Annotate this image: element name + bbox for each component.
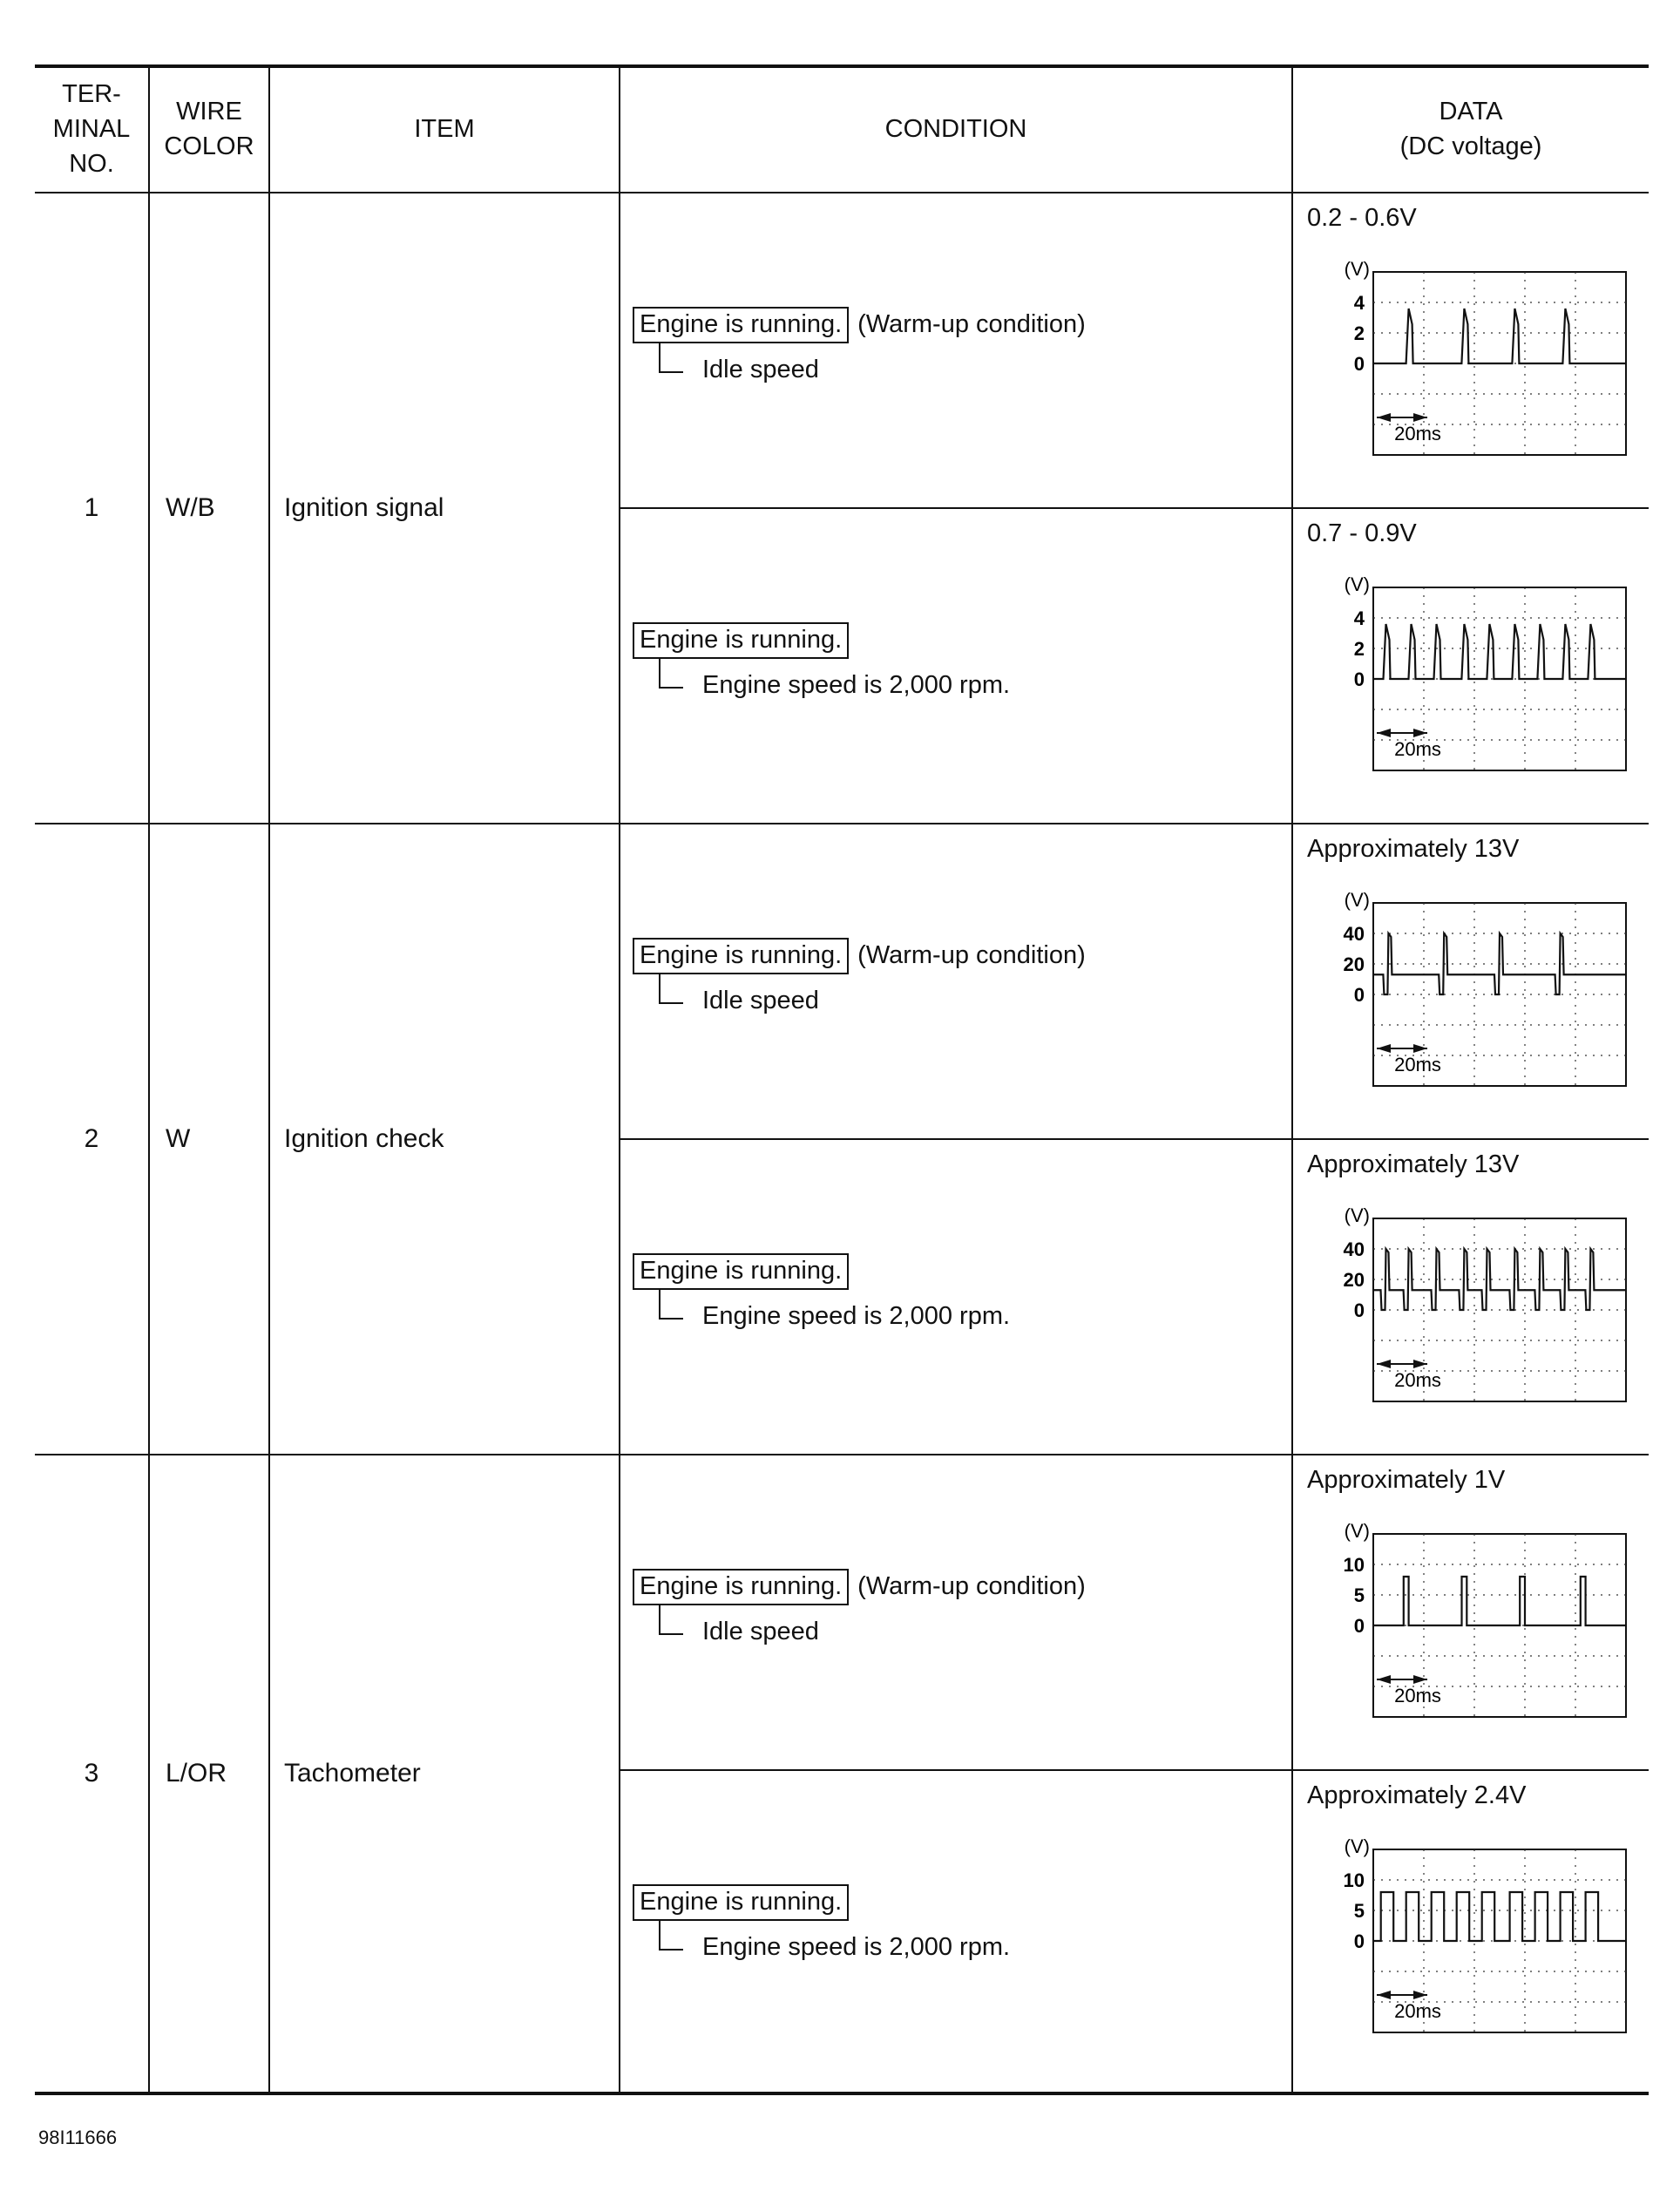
elbow-connector	[659, 973, 683, 1004]
header-condition	[620, 70, 1291, 188]
col-divider-2	[268, 64, 270, 2093]
elbow-connector	[659, 1919, 683, 1951]
time-marker-arrow-right	[1413, 1991, 1427, 1999]
row-1-data-2-scope	[1304, 572, 1635, 785]
condition-note: (Warm-up condition)	[857, 941, 1086, 969]
scope-tick-label: 5	[1353, 1584, 1365, 1606]
header-rule	[35, 192, 1649, 193]
header-terminal-line-1: TER-	[62, 80, 121, 108]
condition-box: Engine is running.	[633, 1884, 849, 1921]
condition-note: (Warm-up condition)	[857, 1572, 1086, 1600]
row-1-data-1-value: 0.2 - 0.6V	[1307, 204, 1417, 232]
condition-box: Engine is running.	[633, 307, 849, 343]
col-divider-3	[619, 64, 620, 2093]
scope-tick-label: 4	[1353, 607, 1365, 629]
header-wire-line-1: WIRE	[176, 98, 242, 126]
condition-box: Engine is running.	[633, 1569, 849, 1605]
header-wire-line-2: COLOR	[164, 132, 254, 160]
scope-tick-label: 0	[1353, 668, 1365, 690]
header-item-label: ITEM	[414, 115, 475, 143]
time-marker-arrow-right	[1413, 413, 1427, 422]
row-3-wire-color: L/OR	[166, 1759, 227, 1788]
time-marker-label: 20ms	[1394, 1054, 1441, 1075]
condition-sub-text: Idle speed	[702, 987, 819, 1014]
scope-tick-label: 40	[1343, 1238, 1365, 1260]
header-data-line-2: (DC voltage)	[1399, 132, 1542, 160]
row-2-wire-color: W	[166, 1124, 191, 1153]
row-2-data-1-scope	[1304, 887, 1635, 1101]
row-1-end-divider	[35, 823, 1649, 824]
col-divider-1	[148, 64, 150, 2093]
scope-trace	[1373, 309, 1626, 363]
row-3-condition-1	[633, 1569, 1086, 1645]
oscilloscope-graph	[1304, 887, 1635, 1096]
condition-sub-text: Engine speed is 2,000 rpm.	[702, 1933, 1011, 1961]
row-3-terminal: 3	[84, 1759, 99, 1788]
time-marker-arrow-right	[1413, 1675, 1427, 1684]
row-3-data-1-value: Approximately 1V	[1307, 1466, 1506, 1494]
condition-box: Engine is running.	[633, 622, 849, 659]
time-marker-arrow-right	[1413, 729, 1427, 737]
condition-sub-text: Idle speed	[702, 356, 819, 383]
row-1-terminal: 1	[84, 493, 99, 522]
row-2-condition-2	[633, 1253, 1011, 1330]
scope-unit-label: (V)	[1344, 889, 1370, 911]
header-terminal-no	[35, 70, 148, 188]
header-data	[1293, 70, 1649, 188]
time-marker-arrow-right	[1413, 1360, 1427, 1368]
time-marker-arrow-right	[1413, 1044, 1427, 1053]
scope-tick-label: 0	[1353, 1299, 1365, 1321]
row-3-item: Tachometer	[284, 1759, 421, 1788]
terminal-table	[35, 64, 1649, 2095]
scope-tick-label: 40	[1343, 923, 1365, 945]
scope-tick-label: 5	[1353, 1900, 1365, 1922]
scope-trace	[1373, 624, 1626, 679]
row-2-data-1-value: Approximately 13V	[1307, 835, 1520, 863]
time-marker-arrow-left	[1377, 1991, 1391, 1999]
elbow-connector	[659, 657, 683, 689]
scope-tick-label: 20	[1343, 1269, 1365, 1291]
scope-trace	[1373, 1892, 1626, 1941]
row-1-sub-divider	[619, 507, 1649, 509]
condition-sub-text: Engine speed is 2,000 rpm.	[702, 1302, 1011, 1330]
scope-tick-label: 0	[1353, 984, 1365, 1006]
bottom-rule	[35, 2092, 1649, 2095]
time-marker-arrow-left	[1377, 1044, 1391, 1053]
scope-tick-label: 0	[1353, 353, 1365, 375]
oscilloscope-graph	[1304, 572, 1635, 781]
condition-note: (Warm-up condition)	[857, 310, 1086, 338]
header-terminal-line-3: NO.	[69, 150, 114, 178]
time-marker-arrow-left	[1377, 1360, 1391, 1368]
scope-tick-label: 0	[1353, 1615, 1365, 1637]
elbow-connector	[659, 1604, 683, 1635]
scope-tick-label: 0	[1353, 1930, 1365, 1952]
time-marker-label: 20ms	[1394, 423, 1441, 444]
time-marker-label: 20ms	[1394, 1685, 1441, 1706]
row-3-data-2-scope	[1304, 1834, 1635, 2047]
row-3-data-1-scope	[1304, 1518, 1635, 1732]
header-condition-label: CONDITION	[884, 115, 1027, 143]
scope-unit-label: (V)	[1344, 1204, 1370, 1226]
time-marker-label: 20ms	[1394, 1369, 1441, 1391]
condition-sub-text: Idle speed	[702, 1618, 819, 1645]
oscilloscope-graph	[1304, 1834, 1635, 2043]
row-3-condition-2	[633, 1884, 1011, 1961]
scope-tick-label: 4	[1353, 292, 1365, 314]
scope-tick-label: 10	[1343, 1554, 1365, 1576]
scope-trace	[1373, 933, 1626, 994]
scope-unit-label: (V)	[1344, 1520, 1370, 1542]
row-1-condition-2	[633, 622, 1011, 699]
condition-sub-text: Engine speed is 2,000 rpm.	[702, 671, 1011, 699]
header-terminal-line-2: MINAL	[52, 115, 131, 143]
row-1-condition-1	[633, 307, 1086, 383]
top-rule	[35, 64, 1649, 68]
time-marker-arrow-left	[1377, 729, 1391, 737]
row-1-item: Ignition signal	[284, 493, 444, 522]
time-marker-arrow-left	[1377, 413, 1391, 422]
scope-tick-label: 10	[1343, 1869, 1365, 1891]
scope-unit-label: (V)	[1344, 258, 1370, 280]
scope-trace	[1373, 1577, 1626, 1625]
row-2-end-divider	[35, 1454, 1649, 1455]
condition-box: Engine is running.	[633, 938, 849, 974]
elbow-connector	[659, 342, 683, 373]
row-1-data-1-scope	[1304, 256, 1635, 470]
row-2-sub-divider	[619, 1138, 1649, 1140]
col-divider-4	[1291, 64, 1293, 2093]
condition-box: Engine is running.	[633, 1253, 849, 1290]
row-1-data-2-value: 0.7 - 0.9V	[1307, 519, 1417, 547]
row-2-item: Ignition check	[284, 1124, 444, 1153]
scope-tick-label: 2	[1353, 322, 1365, 344]
time-marker-arrow-left	[1377, 1675, 1391, 1684]
header-data-line-1: DATA	[1439, 98, 1503, 126]
time-marker-label: 20ms	[1394, 738, 1441, 760]
scope-tick-label: 20	[1343, 953, 1365, 975]
row-2-condition-1	[633, 938, 1086, 1014]
figure-code: 98I11666	[38, 2127, 118, 2148]
header-item	[270, 70, 619, 188]
row-2-data-2-scope	[1304, 1203, 1635, 1416]
scope-unit-label: (V)	[1344, 1835, 1370, 1857]
oscilloscope-graph	[1304, 1518, 1635, 1727]
oscilloscope-graph	[1304, 1203, 1635, 1412]
row-1-wire-color: W/B	[166, 493, 215, 522]
row-2-data-2-value: Approximately 13V	[1307, 1150, 1520, 1178]
row-3-sub-divider	[619, 1769, 1649, 1771]
scope-unit-label: (V)	[1344, 573, 1370, 595]
oscilloscope-graph	[1304, 256, 1635, 465]
row-3-data-2-value: Approximately 2.4V	[1307, 1781, 1527, 1809]
time-marker-label: 20ms	[1394, 2000, 1441, 2022]
header-wire-color	[150, 70, 268, 188]
elbow-connector	[659, 1288, 683, 1320]
row-2-terminal: 2	[84, 1124, 99, 1153]
scope-tick-label: 2	[1353, 638, 1365, 660]
